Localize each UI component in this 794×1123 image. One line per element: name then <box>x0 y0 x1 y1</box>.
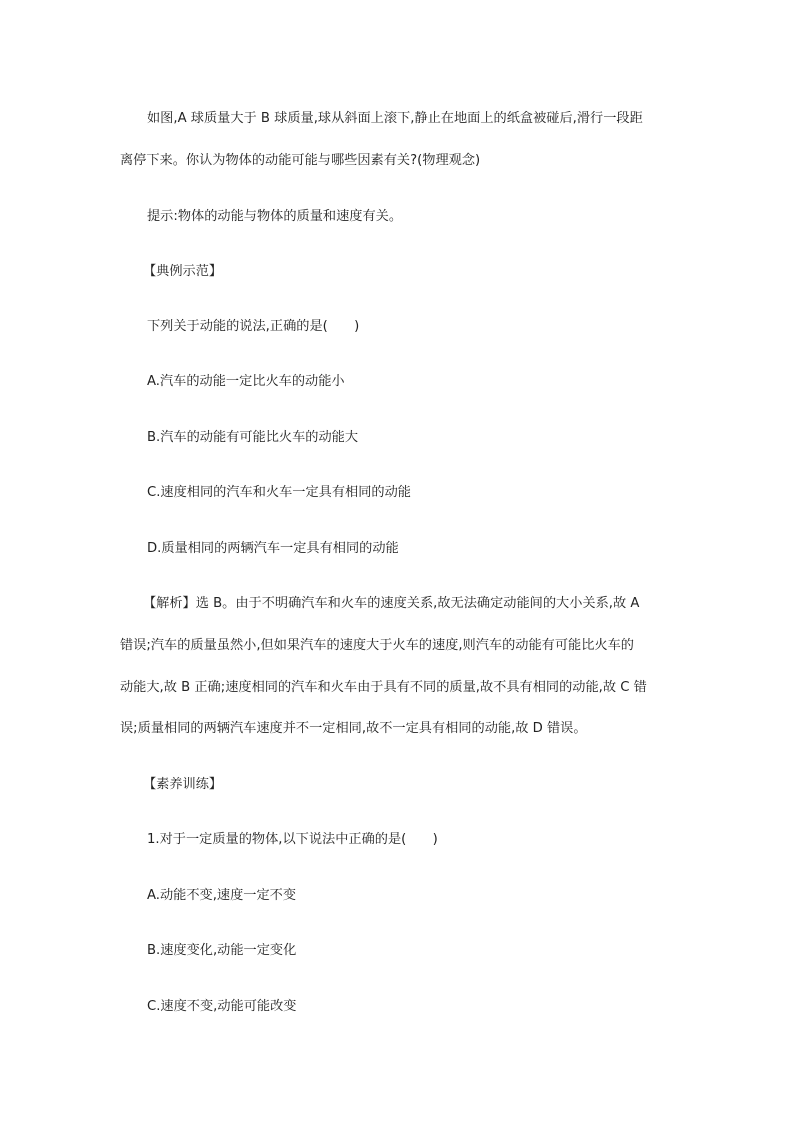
training-question: 1.对于一定质量的物体,以下说法中正确的是( ) <box>147 832 438 847</box>
example-heading: 【典例示范】 <box>143 264 223 279</box>
hint-text: 提示:物体的动能与物体的质量和速度有关。 <box>147 209 403 224</box>
training-option-a: A.动能不变,速度一定不变 <box>147 888 297 903</box>
example-option-b: B.汽车的动能有可能比火车的动能大 <box>147 430 359 445</box>
example-question: 下列关于动能的说法,正确的是( ) <box>147 319 360 334</box>
example-option-a: A.汽车的动能一定比火车的动能小 <box>147 374 345 389</box>
training-option-c: C.速度不变,动能可能改变 <box>147 999 297 1014</box>
intro-paragraph-line-2: 离停下来。你认为物体的动能可能与哪些因素有关?(物理观念) <box>120 153 481 168</box>
example-option-d: D.质量相同的两辆汽车一定具有相同的动能 <box>147 541 399 556</box>
training-option-b: B.速度变化,动能一定变化 <box>147 943 297 958</box>
analysis-line-2: 错误;汽车的质量虽然小,但如果汽车的速度大于火车的速度,则汽车的动能有可能比火车的 <box>120 638 634 653</box>
analysis-line-4: 误;质量相同的两辆汽车速度并不一定相同,故不一定具有相同的动能,故 D 错误。 <box>120 721 587 736</box>
training-heading: 【素养训练】 <box>143 777 223 792</box>
example-option-c: C.速度相同的汽车和火车一定具有相同的动能 <box>147 485 411 500</box>
analysis-line-1: 【解析】选 B。由于不明确汽车和火车的速度关系,故无法确定动能间的大小关系,故 A <box>143 596 640 611</box>
intro-paragraph-line-1: 如图,A 球质量大于 B 球质量,球从斜面上滚下,静止在地面上的纸盒被碰后,滑行一段距 <box>147 111 643 126</box>
analysis-line-3: 动能大,故 B 正确;速度相同的汽车和火车由于具有不同的质量,故不具有相同的动能,故 C 错 <box>120 680 647 695</box>
